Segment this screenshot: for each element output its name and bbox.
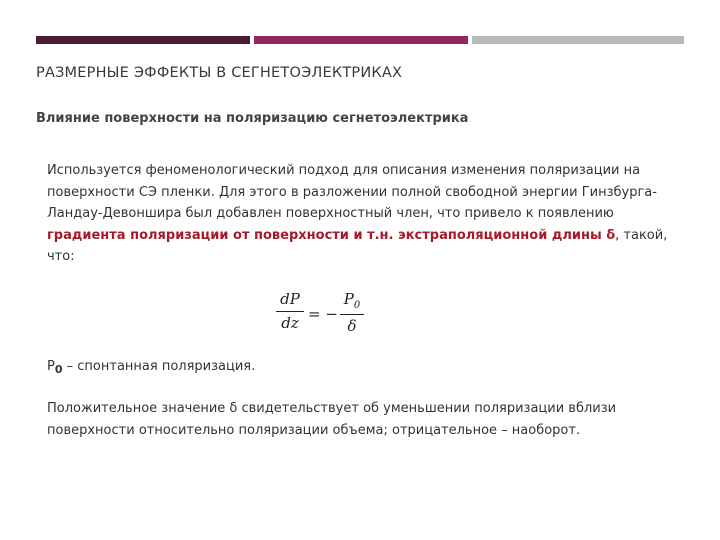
header-bar-magenta: [254, 36, 468, 44]
paragraph-text: Используется феноменологический подход для описания изменения поляризации на поверхности СЭ пленки. Для этого в разложении полной свободной энергии Гинзбурга-Ландау-Девоншира был добавлен поверхностный член, что привело к появлению: [47, 163, 657, 221]
formula-rhs-denominator: δ: [347, 317, 357, 335]
formula-lhs-fraction: [276, 290, 304, 332]
header-decor-bars: [36, 36, 684, 44]
formula-rhs-fraction: [340, 290, 364, 335]
formula: [276, 290, 376, 336]
formula-equals-minus: = −: [308, 305, 338, 323]
formula-lhs-denominator: dz: [281, 314, 299, 332]
slide-subtitle: Влияние поверхности на поляризацию сегнетоэлектрика: [36, 111, 469, 126]
paragraph-text-end: , такой, что:: [47, 227, 668, 264]
p0-text: – спонтанная поляризация.: [62, 359, 256, 374]
formula-rhs-numerator: $P_0$: [343, 290, 361, 311]
paragraph-p0-definition: [47, 356, 687, 381]
paragraph-delta-sign: Положительное значение δ свидетельствует об уменьшении поляризации вблизи поверхности относительно поляризации объема; отрицательное – наоборот.: [47, 401, 617, 438]
formula-lhs-numerator: dP: [280, 290, 300, 308]
header-bar-gray: [472, 36, 684, 44]
paragraph-approach: [47, 160, 687, 268]
slide-title: РАЗМЕРНЫЕ ЭФФЕКТЫ В СЕГНЕТОЭЛЕКТРИКАХ: [36, 65, 403, 81]
p0-subscript: 0: [54, 363, 63, 376]
fraction-bar: [340, 314, 364, 315]
p0-symbol: P: [47, 359, 55, 374]
fraction-bar: [276, 311, 304, 312]
header-bar-dark: [36, 36, 250, 44]
highlighted-term: градиента поляризации от поверхности и т.н. экстраполяционной длины δ: [47, 227, 616, 243]
